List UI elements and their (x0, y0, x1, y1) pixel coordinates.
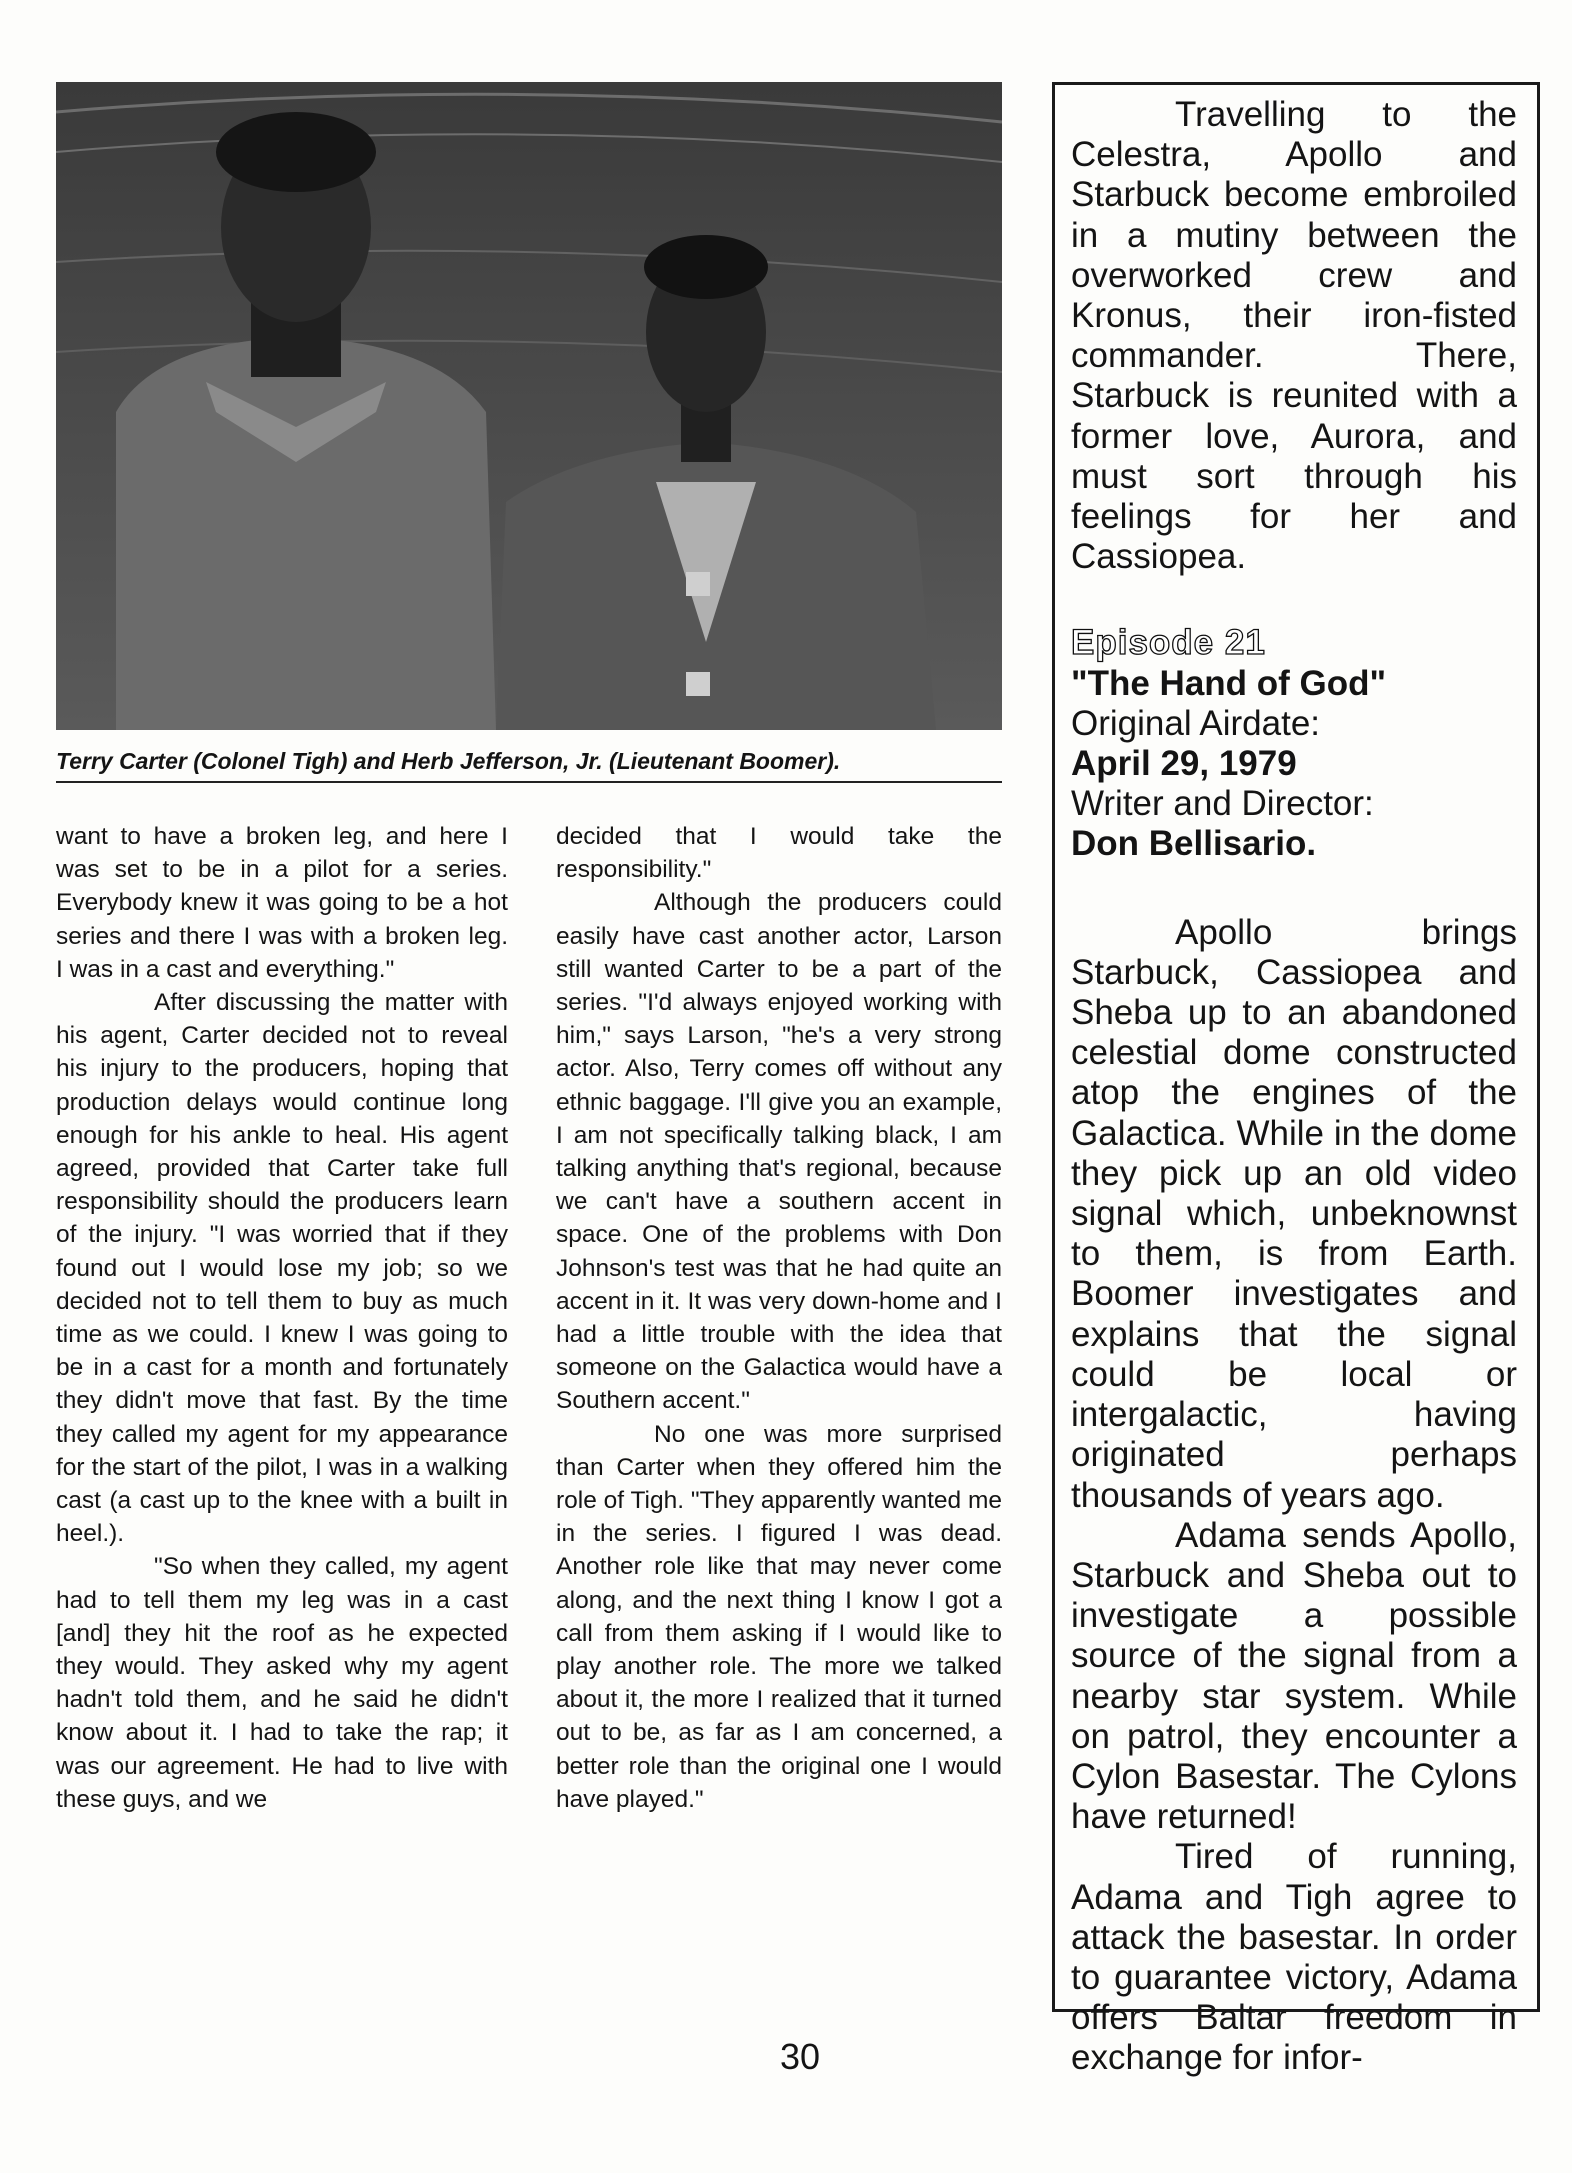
paragraph: decided that I would take the responsibility." (556, 823, 1002, 884)
sidebar-paragraph: Apollo brings Starbuck, Cassiopea and Sheba up to an abandoned celestial dome constructed atop the engines of the Galactica. While in the dome they pick up an old video signal which, unbeknownst to them, is from Earth. Boomer investigates and explains that the signal could be local or intergalactic, having originated perhaps thousands of years ago. (1071, 912, 1517, 1515)
sidebar-paragraph: Adama sends Apollo, Starbuck and Sheba out to investigate a possible source of the signal from a nearby star system. While on patrol, they encounter a Cylon Basestar. The Cylons have returned! (1071, 1515, 1517, 1837)
paragraph: "So when they called, my agent had to tell them my leg was in a cast [and] they hit the roof as he expected they would. They asked why my agent hadn't told them, and he said he didn't know about it. I had to take the rap; it was our agreement. He had to live with these guys, and we (56, 1553, 508, 1813)
sidebar-intro: Travelling to the Celestra, Apollo and Starbuck become embroiled in a mutiny between the overworked crew and Kronus, their iron-fisted commander. There, Starbuck is reunited with a former love, Aurora, and must sort through his feelings for her and Cassiopea. (1071, 95, 1517, 577)
spacer (1071, 865, 1517, 913)
paragraph: want to have a broken leg, and here I was set to be in a pilot for a series. Everybody knew it was going to be a hot series and there I was with a broken leg. I was in a cast and everything." (56, 823, 508, 983)
airdate-label: Original Airdate: (1071, 703, 1321, 743)
paragraph: After discussing the matter with his agent, Carter decided not to reveal his injury to the producers, hoping that production delays would continue long enough for his ankle to heal. His agent agreed, provided that Carter take full responsibility should the producers learn of the injury. "I was worried that if they found out I would lose my job; so we decided not to tell them to buy as much time as we could. I knew I was going to be in a cast for a month and fortunately they didn't move that fast. By the time they called my agent for my appearance for the start of the pilot, I was in a walking cast (a cast up to the knee with a built in heel.). (56, 989, 508, 1548)
credits-label: Writer and Director: (1071, 784, 1374, 824)
episode-title: "The Hand of God" (1071, 663, 1387, 703)
paragraph: No one was more surprised than Carter when they offered him the role of Tigh. "They apparently wanted me in the series. I figured I was dead. Another role like that may never come along, and the next thing I know I got a call from them asking if I would like to play another role. The more we talked about it, the more I realized that it turned out to be, as far as I am concerned, a better role than the original one I would have played." (556, 1420, 1002, 1813)
page-number: 30 (779, 2036, 821, 2077)
paragraph: Although the producers could easily have cast another actor, Larson still wanted Carter to be a part of the series. "I'd always enjoyed working with him," says Larson, "he's a very strong actor. Also, Terry comes off without any ethnic baggage. I'll give you an example, I am not specifically talking black, I am talking anything that's regional, because we can't have a southern accent in space. One of the problems with Don Johnson's test was that he had quite an accent in it. It was very down-home and I had a little trouble with the idea that someone on the Galactica would have a Southern accent." (556, 889, 1002, 1415)
episode-guide-sidebar (1052, 82, 1540, 2078)
airdate: April 29, 1979 (1071, 744, 1297, 784)
photo-terry-carter-herb-jefferson (56, 82, 1002, 730)
article-column-left (56, 820, 508, 1816)
credits: Don Bellisario. (1071, 824, 1317, 864)
photo-caption: Terry Carter (Colonel Tigh) and Herb Jefferson, Jr. (Lieutenant Boomer). (56, 748, 1002, 783)
photo-image (56, 82, 1002, 730)
article-column-middle (556, 820, 1002, 1816)
episode-label: Episode 21 (1071, 623, 1266, 663)
sidebar-paragraph: Tired of running, Adama and Tigh agree to attack the basestar. In order to guarantee victory, Adama offers Baltar freedom in exchange for infor- (1071, 1837, 1517, 2078)
